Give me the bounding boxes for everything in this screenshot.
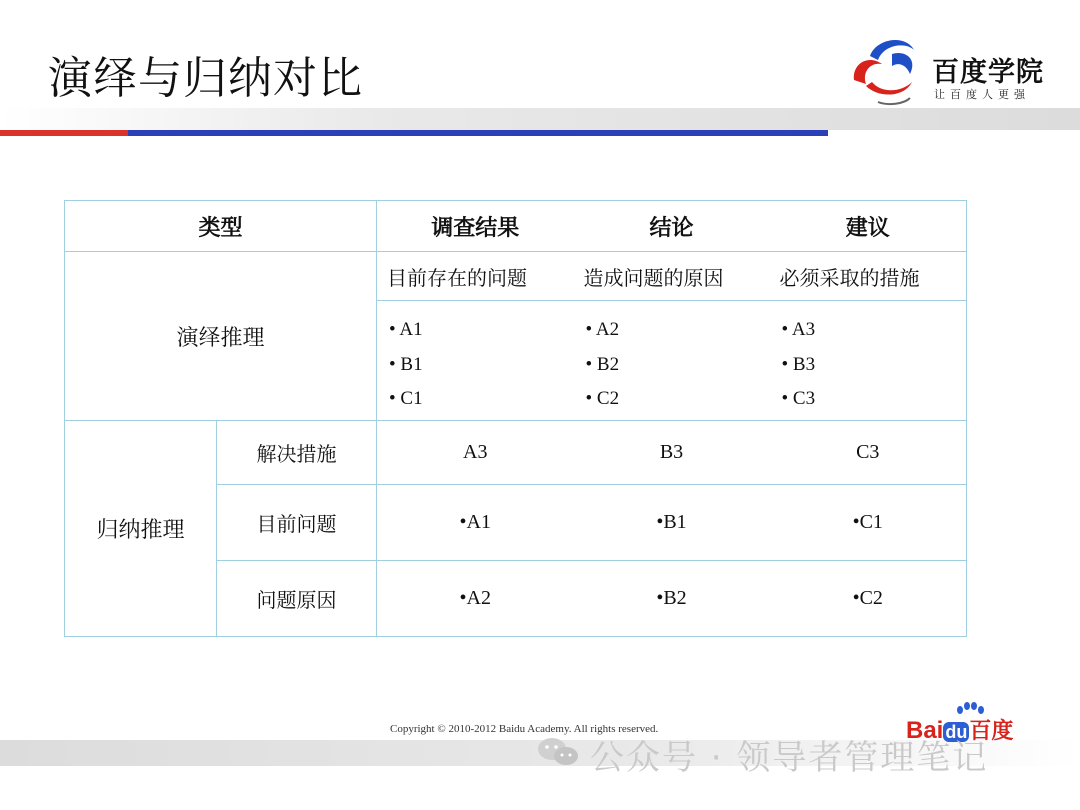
induction-row-1 [65,421,967,485]
induction-cell: •A1 [377,485,574,561]
deduction-bullets-2 [574,301,770,421]
induction-cell: •C1 [770,485,967,561]
header-conclusion: 结论 [574,201,770,252]
deduction-subheader-row [65,252,967,301]
wechat-icon [534,734,582,770]
comparison-table [64,200,967,637]
deduction-subheader-3: 必须采取的措施 [770,252,967,301]
header-red-bar [0,130,128,136]
induction-row-label: 目前问题 [217,485,377,561]
header-gray-band [0,108,1080,130]
list-item: • C3 [781,388,816,409]
induction-cell: •B2 [574,561,770,637]
deduction-bullets-3 [770,301,967,421]
induction-label: 归纳推理 [65,421,217,637]
deduction-label: 演绎推理 [65,252,377,421]
baidu-logo-du: du [945,722,968,742]
slide-title: 演绎与归纳对比 [48,53,363,104]
induction-row-label: 解决措施 [217,421,377,485]
watermark-text: 公众号 · 领导者管理笔记 [590,738,989,778]
list-item: • C2 [585,388,620,409]
induction-cell: •A2 [377,561,574,637]
logo-slogan: 让百度人更强 [934,88,1030,101]
induction-row-label: 问题原因 [217,561,377,637]
induction-cell: C3 [770,421,967,485]
header-blue-bar [128,130,828,136]
header-findings: 调查结果 [377,201,574,252]
list-item: • B2 [585,353,620,375]
list-item: • A3 [781,319,816,340]
baidu-academy-logo-icon [848,28,926,106]
logo-name: 百度学院 [932,57,1044,88]
induction-cell: B3 [574,421,770,485]
list-item: • A2 [585,319,620,340]
deduction-bullets-1 [377,301,574,421]
induction-cell: •B1 [574,485,770,561]
list-item: • A1 [389,319,423,340]
list-item: • B1 [389,353,423,375]
baidu-logo-cn: 百度 [969,718,1014,743]
deduction-subheader-2: 造成问题的原因 [574,252,770,301]
header-type: 类型 [65,201,377,252]
deduction-subheader-1: 目前存在的问题 [377,252,574,301]
list-item: • B3 [781,353,816,375]
copyright-text: Copyright © 2010-2012 Baidu Academy. All rights reserved. [390,723,659,735]
header-suggestion: 建议 [770,201,967,252]
induction-cell: A3 [377,421,574,485]
baidu-logo-bai: Bai [906,717,944,744]
list-item: • C1 [389,388,423,409]
table-header-row [65,201,967,252]
induction-cell: •C2 [770,561,967,637]
baidu-academy-logo [848,28,1058,108]
